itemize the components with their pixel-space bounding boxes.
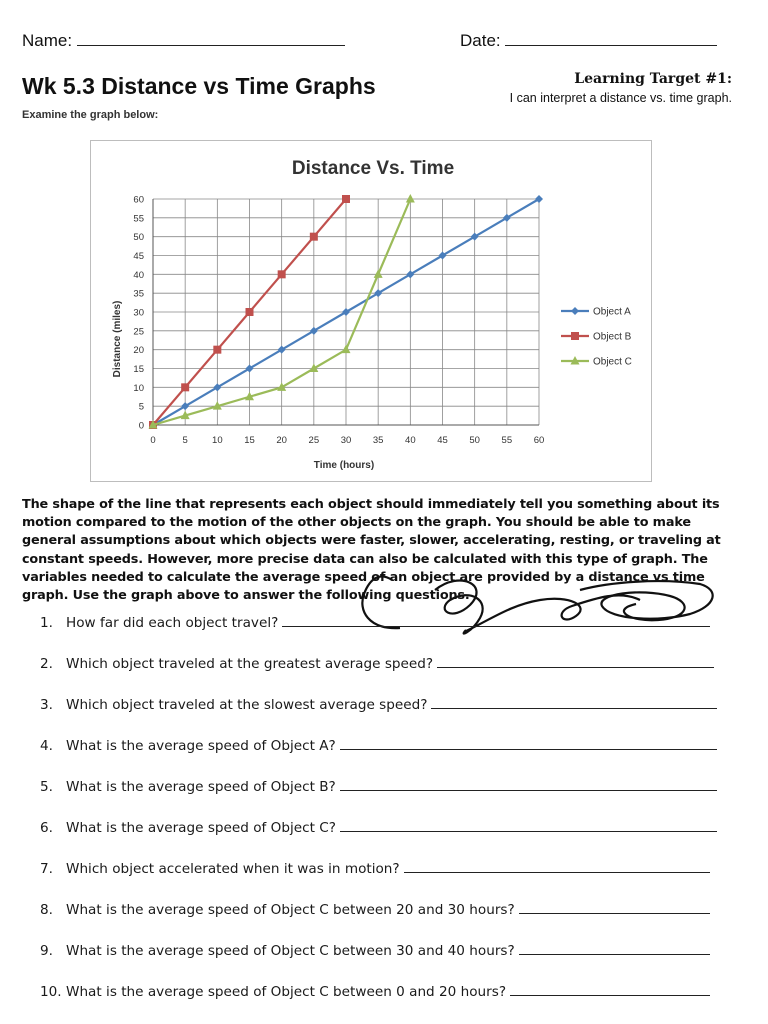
question-number: 5. [40,779,53,795]
question-7 [40,860,710,877]
question-text: Which object traveled at the slowest average speed? [66,697,428,713]
question-text: Which object traveled at the greatest average speed? [66,656,434,672]
page-title: Wk 5.3 Distance vs Time Graphs [22,73,376,99]
legend-marker [571,332,579,340]
answer-line[interactable] [437,655,714,668]
data-point [246,308,254,316]
legend-item [561,356,632,368]
question-number: 7. [40,861,53,877]
instruction-text: Examine the graph below: [22,109,159,121]
y-tick-label: 50 [133,232,144,244]
question-text: What is the average speed of Object A? [66,738,336,754]
question-number: 2. [40,656,53,672]
answer-line[interactable] [510,983,710,996]
x-tick-label: 25 [308,435,320,446]
learning-target-text: I can interpret a distance vs. time graph. [509,91,732,105]
data-point [278,270,286,278]
legend-item [561,332,632,343]
legend-label: Object A [593,306,631,318]
pen-scribble [340,560,740,650]
question-text: What is the average speed of Object C between 0 and 20 hours? [66,984,507,1000]
answer-line[interactable] [282,614,710,627]
answer-line[interactable] [340,819,717,832]
data-point [342,195,350,203]
question-number: 3. [40,697,53,713]
x-tick-label: 10 [212,435,223,446]
data-point [374,269,383,278]
y-tick-label: 60 [133,194,144,206]
date-line [460,31,717,51]
x-tick-label: 45 [437,435,448,446]
name-field[interactable] [77,45,345,46]
date-field[interactable] [505,45,717,46]
x-tick-label: 60 [533,435,545,446]
question-number: 10. [40,984,62,1000]
data-point [181,383,189,391]
y-tick-label: 10 [133,382,144,394]
x-tick-label: 50 [469,435,480,446]
answer-line[interactable] [431,696,717,709]
y-tick-label: 40 [133,269,144,281]
x-tick-label: 55 [501,435,513,446]
question-number: 6. [40,820,53,836]
question-text: Which object accelerated when it was in motion? [66,861,400,877]
learning-target-heading: Learning Target #1: [574,71,732,87]
y-tick-label: 15 [133,364,144,375]
data-point [310,233,318,241]
x-tick-label: 0 [150,435,156,446]
chart-title: Distance Vs. Time [291,158,455,179]
question-text: What is the average speed of Object C? [66,820,336,836]
question-8 [40,901,710,918]
y-tick-label: 35 [133,288,144,300]
data-point [406,194,415,203]
question-text: How far did each object travel? [66,615,279,631]
y-tick-label: 45 [133,251,144,262]
x-tick-label: 5 [182,435,188,446]
chart-frame [90,140,652,482]
question-9 [40,942,710,959]
x-tick-label: 15 [244,435,255,446]
answer-line[interactable] [340,778,717,791]
legend-label: Object C [593,356,632,368]
y-tick-label: 30 [133,307,144,319]
question-number: 8. [40,902,53,918]
answer-line[interactable] [340,737,717,750]
question-2 [40,655,714,672]
x-tick-label: 30 [340,435,352,446]
y-tick-label: 5 [138,401,144,413]
question-number: 9. [40,943,53,959]
question-5 [40,778,717,795]
y-tick-label: 25 [133,326,144,338]
question-text: What is the average speed of Object C between 20 and 30 hours? [66,902,515,918]
y-tick-label: 0 [138,420,144,432]
y-axis-label: Distance (miles) [112,300,123,378]
date-label: Date: [460,31,501,50]
question-3 [40,696,717,713]
question-4 [40,737,717,754]
y-tick-label: 55 [133,213,144,225]
answer-line[interactable] [404,860,710,873]
y-tick-label: 20 [133,345,144,357]
answer-line[interactable] [519,901,710,914]
data-point [342,345,351,354]
name-line [22,31,345,51]
x-tick-label: 40 [405,435,416,446]
question-10 [40,983,710,1000]
question-number: 1. [40,615,53,631]
chart-legend [561,307,632,368]
x-tick-label: 20 [276,435,287,446]
data-point [213,346,221,354]
answer-line[interactable] [519,942,710,955]
question-6 [40,819,717,836]
question-1 [40,614,710,631]
x-tick-label: 35 [372,435,384,446]
name-label: Name: [22,31,73,50]
legend-marker [571,307,579,315]
instructions-paragraph: The shape of the line that represents each object should immediately tell you something about its motion compared to the motion of the other objects on the graph. You should be able to make general assumptions about which objects were faster, slower, accelerating, resting, or traveling at constant speeds. However, more precise data can also be calculated with this type of graph. The variables needed to calculate the average speed of an object are provided by a distance vs time graph. Use the graph above to answer the following questions. [22,497,721,604]
legend-label: Object B [593,331,632,343]
x-axis-label: Time (hours) [313,460,375,471]
distance-time-chart [91,141,651,481]
question-text: What is the average speed of Object B? [66,779,336,795]
legend-item [561,307,631,318]
question-text: What is the average speed of Object C between 30 and 40 hours? [66,943,515,959]
question-number: 4. [40,738,53,754]
